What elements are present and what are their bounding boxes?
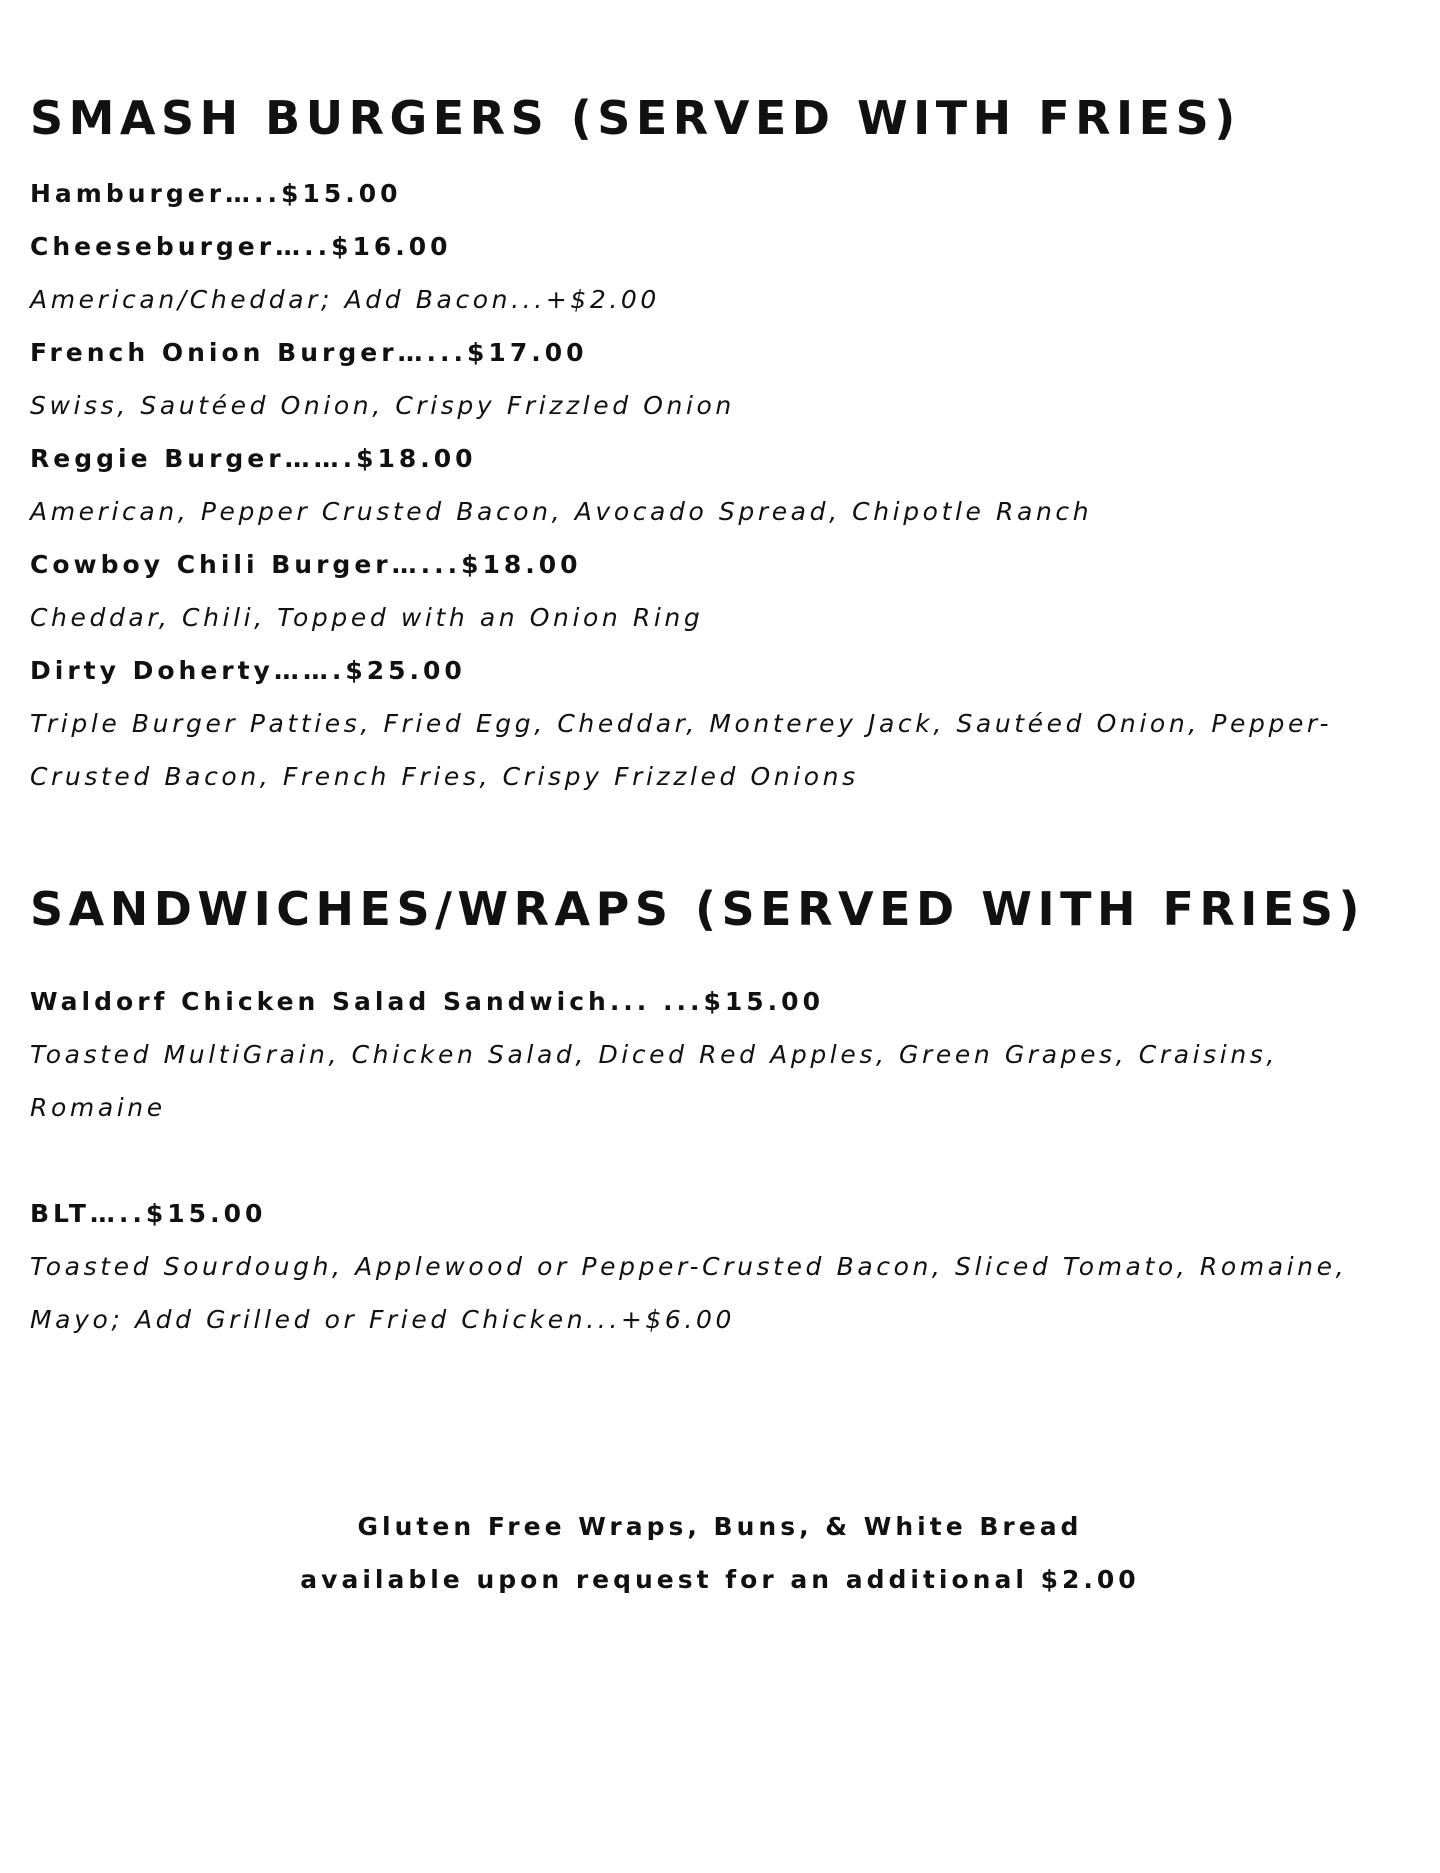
item-description: Toasted MultiGrain, Chicken Salad, Diced Red Apples, Green Grapes, Craisins, (30, 1040, 1278, 1069)
item-description-continued: Mayo; Add Grilled or Fried Chicken...+$6.00 (30, 1305, 735, 1334)
item-name-price: Dirty Doherty…….$25.00 (30, 656, 466, 685)
menu-item-reggie-burger (30, 432, 1420, 538)
item-name-price: Reggie Burger…….$18.00 (30, 444, 477, 473)
item-description-continued: Crusted Bacon, French Fries, Crispy Frizzled Onions (30, 762, 859, 791)
gluten-free-note (0, 1500, 1440, 1606)
item-name-price: Hamburger…..$15.00 (30, 179, 402, 208)
item-name-price: BLT…..$15.00 (30, 1199, 267, 1228)
item-name-price: Cheeseburger…..$16.00 (30, 232, 452, 261)
item-name-price: Cowboy Chili Burger…...$18.00 (30, 550, 582, 579)
item-spacer (30, 1134, 1420, 1187)
item-description: Toasted Sourdough, Applewood or Pepper-Crusted Bacon, Sliced Tomato, Romaine, (30, 1252, 1348, 1281)
item-description: American, Pepper Crusted Bacon, Avocado Spread, Chipotle Ranch (30, 497, 1093, 526)
section-title-smash-burgers: SMASH BURGERS (SERVED WITH FRIES) (30, 91, 1241, 145)
menu-item-blt (30, 1187, 1420, 1346)
sandwiches-wraps-list (30, 975, 1420, 1346)
menu-item-cowboy-chili-burger (30, 538, 1420, 644)
menu-item-cheeseburger (30, 220, 1420, 326)
menu-item-french-onion-burger (30, 326, 1420, 432)
menu-item-dirty-doherty (30, 644, 1420, 803)
menu-item-hamburger (30, 167, 1420, 220)
item-name-price: French Onion Burger…...$17.00 (30, 338, 588, 367)
item-name-price: Waldorf Chicken Salad Sandwich... ...$15.00 (30, 987, 824, 1016)
gluten-free-note-line-2: available upon request for an additional $2.00 (300, 1565, 1140, 1594)
item-description: American/Cheddar; Add Bacon...+$2.00 (30, 285, 660, 314)
item-description: Cheddar, Chili, Topped with an Onion Ring (30, 603, 704, 632)
item-description-continued: Romaine (30, 1093, 166, 1122)
item-description: Swiss, Sautéed Onion, Crispy Frizzled Onion (30, 391, 735, 420)
item-description: Triple Burger Patties, Fried Egg, Cheddar, Monterey Jack, Sautéed Onion, Pepper- (30, 709, 1333, 738)
section-title-sandwiches-wraps: SANDWICHES/WRAPS (SERVED WITH FRIES) (30, 882, 1365, 936)
smash-burgers-list (30, 167, 1420, 803)
menu-item-waldorf-chicken-salad-sandwich (30, 975, 1420, 1134)
gluten-free-note-line-1: Gluten Free Wraps, Buns, & White Bread (357, 1512, 1083, 1541)
